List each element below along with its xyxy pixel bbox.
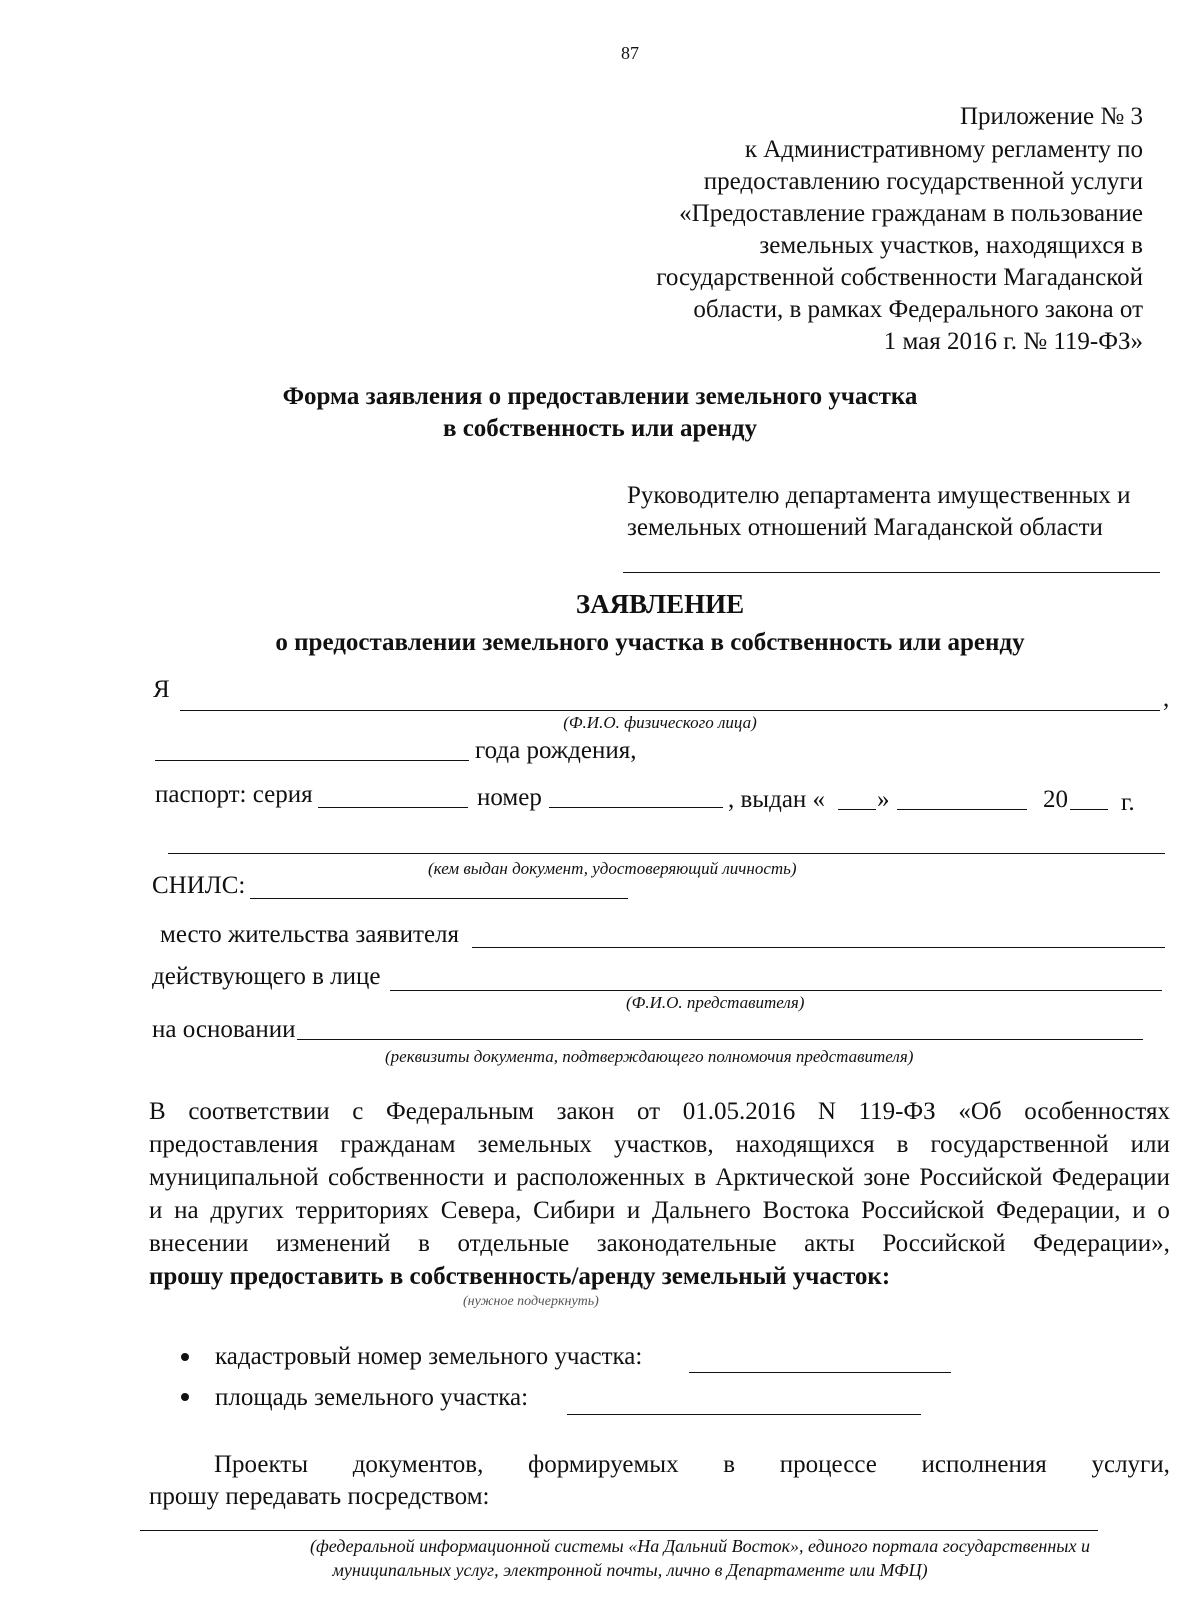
issued-day-line[interactable] (838, 809, 876, 810)
addressee-line-2: земельных отношений Магаданской области (627, 514, 1103, 541)
annex-line-2: к Административному регламенту по (744, 136, 1143, 163)
passport-series-line[interactable] (318, 807, 468, 808)
delivery-line[interactable] (140, 1530, 1098, 1531)
delivery-hint-2: муниципальных услуг, электронной почты, лично в Департаменте или МФЦ) (332, 1560, 928, 1580)
passport-number-line[interactable] (549, 807, 723, 808)
bullet-dot (181, 1353, 189, 1361)
form-title-line-2: в собственность или аренду (442, 415, 758, 442)
residence-line[interactable] (472, 947, 1165, 948)
passport-number-label: номер (477, 784, 542, 811)
page-number: 87 (621, 43, 639, 63)
body-line-1: В соответствии с Федеральным закон от 01.05.2016 N 119-ФЗ «Об особенностях (149, 1098, 1170, 1125)
issued-year-line[interactable] (1070, 809, 1108, 810)
body-line-4: и на других территориях Севера, Сибири и Дальнего Востока Российской Федерации, и о (149, 1197, 1170, 1224)
annex-line-6: государственной собственности Магаданской (656, 264, 1143, 291)
body-line-3: муниципальной собственности и расположенных в Арктической зоне Российской Федерации (149, 1164, 1170, 1191)
body-line-5: внесении изменений в отдельные законодательные акты Российской Федерации», (149, 1230, 1170, 1257)
underline-hint: (нужное подчеркнуть) (463, 1294, 599, 1309)
bullet-dot (181, 1393, 189, 1401)
body-line-2: предоставления гражданам земельных участков, находящихся в государственной или (149, 1131, 1170, 1158)
birth-label: года рождения, (475, 737, 637, 764)
cadastral-label: кадастровый номер земельного участка: (215, 1343, 643, 1370)
snils-line[interactable] (250, 898, 628, 899)
year-suffix: г. (1121, 789, 1135, 816)
request-line: прошу предоставить в собственность/аренду земельный участок: (149, 1263, 891, 1290)
representative-line[interactable] (390, 990, 1162, 991)
form-title-line-1: Форма заявления о предоставлении земельного участка (282, 383, 918, 410)
annex-line-7: области, в рамках Федерального закона от (693, 296, 1143, 323)
birth-date-line[interactable] (155, 760, 469, 761)
issued-quote-close: » (877, 786, 890, 813)
delivery-line-1: Проекты документов, формируемых в процессе исполнения услуги, (214, 1451, 1170, 1478)
cadastral-line[interactable] (689, 1372, 951, 1373)
issued-by-hint: (кем выдан документ, удостоверяющий личность) (428, 859, 797, 878)
representative-hint: (Ф.И.О. представителя) (626, 993, 805, 1012)
snils-label: СНИЛС: (152, 872, 246, 899)
area-label: площадь земельного участка: (215, 1384, 529, 1411)
fio-line[interactable] (180, 710, 1160, 711)
basis-hint: (реквизиты документа, подтверждающего полномочия представителя) (385, 1047, 914, 1066)
basis-label: на основании (152, 1016, 296, 1043)
delivery-line-2: прошу передавать посредством: (149, 1483, 490, 1510)
annex-line-3: предоставлению государственной услуги (703, 168, 1143, 195)
annex-line-5: земельных участков, находящихся в (759, 232, 1143, 259)
statement-title: ЗАЯВЛЕНИЕ (575, 589, 745, 619)
annex-line-4: «Предоставление гражданам в пользование (679, 200, 1143, 227)
acting-label: действующего в лице (152, 963, 381, 990)
i-label: Я (153, 676, 170, 703)
issued-label: , выдан « (728, 786, 826, 813)
delivery-hint-1: (федеральной информационной системы «На Дальний Восток», единого портала государственных и (310, 1536, 1090, 1556)
fio-hint: (Ф.И.О. физического лица) (563, 713, 757, 732)
fio-comma: , (1163, 685, 1170, 712)
passport-label: паспорт: серия (155, 781, 313, 808)
issued-month-line[interactable] (897, 809, 1027, 810)
issued-by-line[interactable] (168, 853, 1165, 854)
addressee-line-1: Руководителю департамента имущественных и (627, 482, 1131, 509)
residence-label: место жительства заявителя (160, 921, 460, 948)
addressee-signature-line (623, 572, 1160, 573)
annex-line-8: 1 мая 2016 г. № 119-ФЗ» (883, 328, 1143, 355)
area-line[interactable] (567, 1414, 921, 1415)
basis-line[interactable] (297, 1039, 1143, 1040)
year-prefix: 20 (1043, 786, 1068, 813)
annex-line-1: Приложение № 3 (959, 103, 1143, 130)
statement-subtitle: о предоставлении земельного участка в собственность или аренду (275, 629, 1025, 656)
